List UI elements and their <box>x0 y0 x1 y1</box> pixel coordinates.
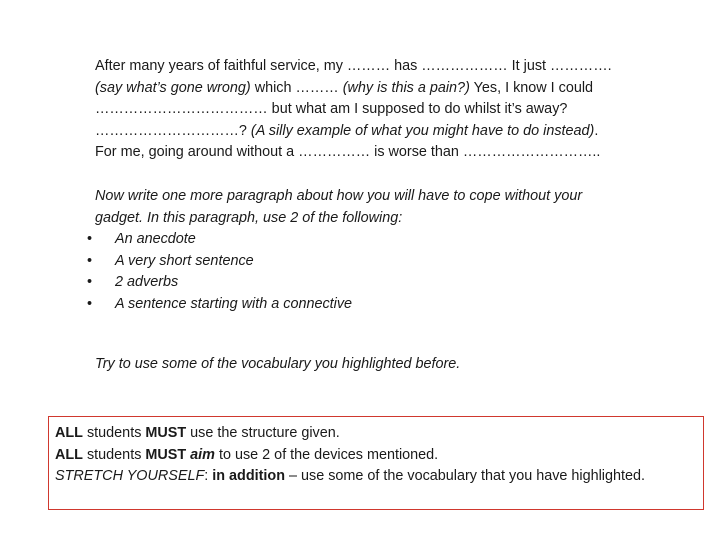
bullet-icon: • <box>87 295 93 312</box>
frame-text-2: which ……… <box>250 79 343 96</box>
frame-hint-silly: (A silly example of what you might have to do instead) <box>250 122 595 139</box>
criteria-line-2: ALL students MUST aim to use 2 of the devices mentioned. <box>55 446 439 463</box>
list-item: • A very short sentence <box>95 251 615 273</box>
list-item: • An anecdote <box>95 229 615 251</box>
frame-hint-wrong: (say what’s gone wrong) <box>95 79 251 96</box>
instructions-intro: Now write one more paragraph about how you will have to cope without your gadget. In this paragraph, use 2 of the following: <box>95 188 583 226</box>
bullet-icon: • <box>87 252 93 269</box>
frame-hint-pain: (why is this a pain?) <box>342 79 470 96</box>
device-list <box>87 229 615 315</box>
frame-text-3: Yes, I know I could ……………………………… but what am I supposed to do whilst it’s away? …………………………? <box>95 79 594 139</box>
list-item: • A sentence starting with a connective <box>95 294 615 316</box>
writing-frame-paragraph <box>95 56 615 164</box>
criteria-line-1: ALL students MUST use the structure given. <box>55 425 340 441</box>
vocabulary-tip: Try to use some of the vocabulary you highlighted before. <box>95 356 461 372</box>
frame-text-1: After many years of faithful service, my ……… has ……………… It just …………. <box>95 58 612 74</box>
list-item: • 2 adverbs <box>95 272 615 294</box>
success-criteria-box <box>48 416 704 510</box>
bullet-icon: • <box>87 231 93 247</box>
task-instructions <box>87 186 615 315</box>
bullet-icon: • <box>87 274 93 290</box>
criteria-line-3: STRETCH YOURSELF: in addition – use some of the vocabulary that you have highlighted. <box>55 468 646 484</box>
frame-text-4: . For me, going around without a …………… is worse than ……………………….. <box>95 122 601 160</box>
